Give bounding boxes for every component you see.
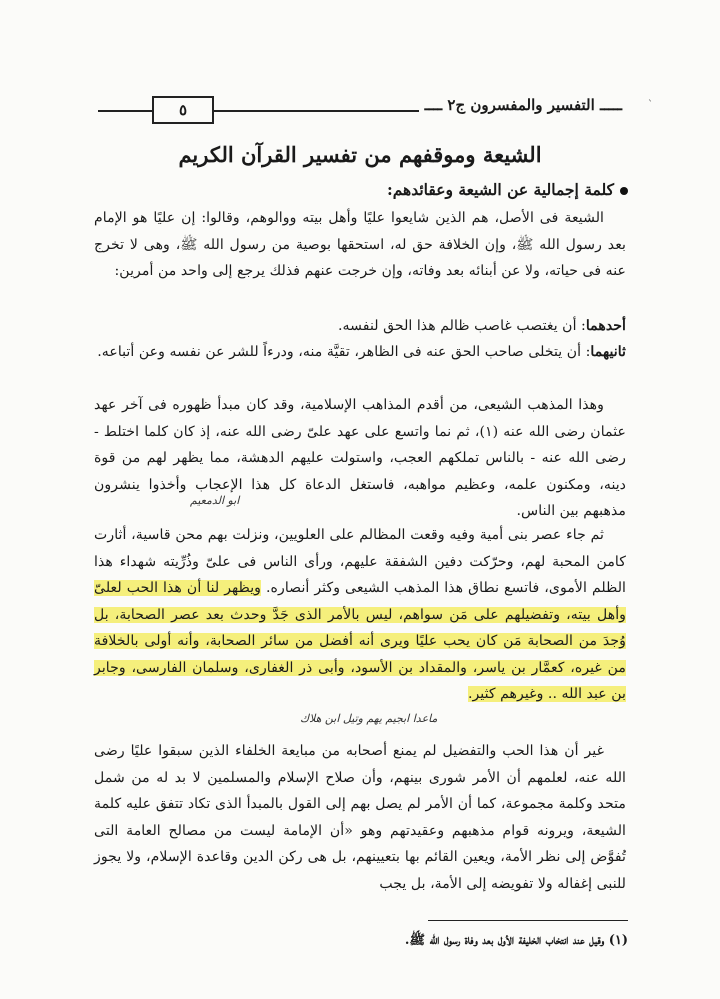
section-heading-text: كلمة إجمالية عن الشيعة وعقائدهم: (387, 180, 614, 199)
handwritten-note-1: ابو الدمعيم (190, 494, 240, 507)
paragraph-3 (94, 522, 626, 708)
section-heading (387, 180, 628, 199)
paragraph-3-text-a: ثم جاء عصر بنى أمية وفيه وقعت المظالم على العلويين، ونزلت بهم محن قاسية، أثارت كامن المحبة لهم، وحرّكت دفين الشفقة عليهم، ورأى الناس فى علىّ وذُرِّيته شهداء هذا الظلم الأموى، فاتسع نطاق هذا المذهب الشيعى وكثر أنصاره. (94, 527, 626, 596)
chapter-title: الشيعة وموقفهم من تفسير القرآن الكريم (178, 142, 542, 167)
handwritten-note-2: ماعدا ابجيم يهم وتيل ابن هلاك (300, 712, 438, 725)
scan-mark: ˋ (648, 100, 653, 111)
item-2 (94, 339, 626, 366)
paragraph-4-text: غير أن هذا الحب والتفضيل لم يمنع أصحابه من مبايعة الخلفاء الذين سبقوا عليًا رضى الله عنه، لعلمهم أن الأمر شورى بينهم، وأن صلاح الإسلام والمسلمين لا بد له من شمل متحد وكلمة مجموعة، كما أن الأمر لم يصل بهم إلى القول بالمبدأ الذى تكاد تتفق عليه كلمة الشيعة، ويرونه قوام مذهبهم وعقيدتهم وهو «أن الإمامة ليست من مصالح العامة التى تُفوَّض إلى نظر الأمة، ويعين القائم بها بتعيينهم، بل هى ركن الدين وقاعدة الإسلام، ولا يجوز للنبى إغفاله ولا تفويضه إلى الأمة، بل يجب (94, 743, 626, 892)
paragraph-1-text: الشيعة فى الأصل، هم الذين شايعوا عليًا وأهل بيته ووالوهم، وقالوا: إن عليًا هو الإمام بعد رسول الله ﷺ، وإن الخلافة حق له، استحقها بوصية من رسول الله ﷺ، وهى لا تخرج عنه فى حياته، ولا عن أبنائه بعد وفاته، وإن خرجت عنهم فذلك يرجع إلى واحد من أمرين: (94, 210, 626, 279)
item-1-label: أحدهما (585, 318, 626, 334)
item-1 (94, 313, 626, 340)
paragraph-1 (94, 205, 626, 285)
running-header: ـــــ التفسير والمفسرون ج٢ ــــ (419, 96, 628, 114)
bullet-icon (620, 187, 628, 195)
item-2-text: : أن يتخلى صاحب الحق عنه فى الظاهر، تقيَّة منه، ودرءاً للشر عن نفسه وعن أتباعه. (97, 344, 591, 360)
item-2-label: ثانيهما (590, 344, 626, 360)
page-number: ٥ (152, 96, 214, 124)
footnote: (١) وقيل عند انتخاب الخليفة الأول بعد وفاة رسول الله ﷺ. (404, 933, 628, 948)
footnote-rule (428, 920, 628, 921)
paragraph-2-text: وهذا المذهب الشيعى، من أقدم المذاهب الإسلامية، وقد كان مبدأ ظهوره فى آخر عهد عثمان رضى الله عنه (١)، ثم نما واتسع على عهد علىّ رضى الله عنه، إذ كان كلما اختلط - رضى الله عنه - بالناس تملكهم العجب، واستولت عليهم الدهشة، مما يظهر لهم من قوة دينه، ومكنون علمه، وعظيم مواهبه، فاستغل الدعاة كل هذا الإعجاب وأخذوا ينشرون مذهبهم بين الناس. (94, 397, 626, 519)
paragraph-4 (94, 738, 626, 897)
highlighted-passage: ويظهر لنا أن هذا الحب لعلىّ وأهل بيته، وتفضيلهم على مَن سواهم، ليس بالأمر الذى جَدَّ وحدث بعد عصر الصحابة، بل وُجدَ من الصحابة مَن كان يحب عليًا ويرى أنه أفضل من سائر الصحابة، وأنه أولى بالخلافة من غيره، كعمَّار بن ياسر، والمقداد بن الأسود، وأبى ذر الغفارى، وسلمان الفارسى، وجابر بن عبد الله .. وغيرهم كثير. (94, 580, 626, 702)
paragraph-2 (94, 392, 626, 525)
item-1-text: : أن يغتصب غاصب ظالم هذا الحق لنفسه. (338, 318, 586, 334)
